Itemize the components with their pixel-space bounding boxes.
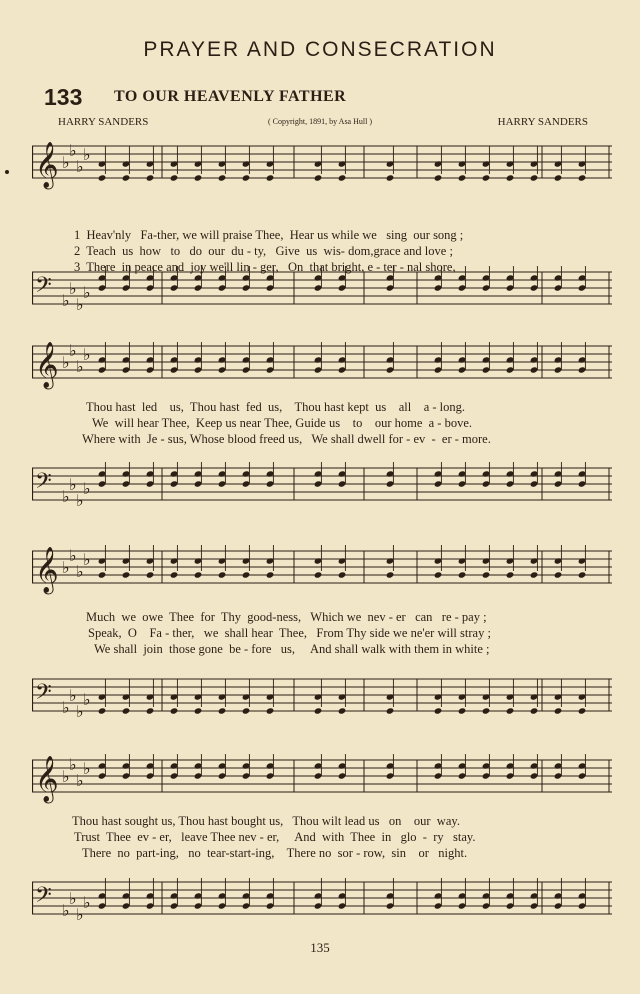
notehead <box>458 707 467 714</box>
treble-staff-graphic <box>32 545 612 605</box>
lyric-line: Trust Thee ev - er, leave Thee nev - er, And with Thee in glo - ry stay. <box>74 830 476 844</box>
lyric-line: Much we owe Thee for Thy good-ness, Which we nev - er can re - pay ; <box>86 610 487 624</box>
notehead <box>146 571 155 578</box>
notehead <box>170 174 179 181</box>
flat-icon: ♭ <box>83 690 91 709</box>
notehead <box>146 174 155 181</box>
bass-clef-icon: 𝄢 <box>35 273 52 303</box>
flat-icon: ♭ <box>76 562 84 581</box>
flat-icon: ♭ <box>83 550 91 569</box>
notehead <box>266 707 275 714</box>
notehead <box>314 707 323 714</box>
notehead <box>554 571 563 578</box>
lyric-line: Thou hast led us, Thou hast fed us, Thou hast kept us all a - long. <box>86 400 466 414</box>
notehead <box>434 174 443 181</box>
notehead <box>386 571 395 578</box>
treble-staff-graphic <box>32 754 612 814</box>
treble-staff-graphic <box>32 340 612 400</box>
notehead <box>530 174 539 181</box>
flat-icon: ♭ <box>62 153 70 172</box>
treble-staff <box>32 340 612 388</box>
notehead <box>242 707 251 714</box>
margin-mark <box>5 170 9 174</box>
treble-staff <box>32 754 612 802</box>
lyric-line: We shall join those gone be - fore us, And shall walk with them in white ; <box>94 642 490 656</box>
notehead <box>578 707 587 714</box>
treble-clef-icon: 𝄞 <box>35 756 59 802</box>
notehead <box>266 571 275 578</box>
treble-staff <box>32 140 612 188</box>
notehead <box>434 707 443 714</box>
notehead <box>170 707 179 714</box>
flat-icon: ♭ <box>62 487 70 506</box>
flat-icon: ♭ <box>62 353 70 372</box>
flat-icon: ♭ <box>76 905 84 924</box>
flat-icon: ♭ <box>83 283 91 302</box>
notehead <box>506 707 515 714</box>
flat-icon: ♭ <box>76 157 84 176</box>
notehead <box>170 571 179 578</box>
notehead <box>386 174 395 181</box>
notehead <box>554 707 563 714</box>
lyric-line: 2 Teach us how to do our du - ty, Give us wis- dom,grace and love ; <box>74 244 453 258</box>
notehead <box>578 571 587 578</box>
bass-staff <box>32 266 612 314</box>
notehead <box>122 571 131 578</box>
notehead <box>458 174 467 181</box>
notehead <box>146 707 155 714</box>
bass-clef-icon: 𝄢 <box>35 469 52 499</box>
flat-icon: ♭ <box>69 889 77 908</box>
lyric-line: 1 Heav'nly Fa-ther, we will praise Thee, Hear us while we sing our song ; <box>74 228 464 242</box>
flat-icon: ♭ <box>69 341 77 360</box>
notehead <box>122 707 131 714</box>
notehead <box>530 571 539 578</box>
notehead <box>530 707 539 714</box>
flat-icon: ♭ <box>62 901 70 920</box>
notehead <box>554 174 563 181</box>
flat-icon: ♭ <box>83 759 91 778</box>
copyright-notice: ( Copyright, 1891, by Asa Hull ) <box>268 117 372 126</box>
notehead <box>506 571 515 578</box>
notehead <box>338 571 347 578</box>
lyric-line: 3 There in peace and joy we'll lin - ger, On that bright, e - ter - nal shore, <box>74 260 456 274</box>
lyric-line: There no part-ing, no tear-start-ing, There no sor - row, sin or night. <box>82 846 468 860</box>
flat-icon: ♭ <box>69 686 77 705</box>
notehead <box>482 707 491 714</box>
bass-staff-graphic <box>32 462 612 522</box>
treble-clef-icon: 𝄞 <box>35 342 59 388</box>
notehead <box>338 707 347 714</box>
flat-icon: ♭ <box>76 702 84 721</box>
flat-icon: ♭ <box>69 141 77 160</box>
hymn-title: TO OUR HEAVENLY FATHER <box>114 88 347 105</box>
notehead <box>218 174 227 181</box>
treble-clef-icon: 𝄞 <box>35 547 59 593</box>
bass-staff-graphic <box>32 876 612 936</box>
notehead <box>314 571 323 578</box>
author-credit: HARRY SANDERS <box>497 116 588 128</box>
flat-icon: ♭ <box>83 345 91 364</box>
section-title: PRAYER AND CONSECRATION <box>143 38 497 61</box>
bass-clef-icon: 𝄢 <box>35 883 52 913</box>
composer-credit: HARRY SANDERS <box>58 116 149 128</box>
treble-staff-graphic <box>32 140 612 200</box>
treble-clef-icon: 𝄞 <box>35 142 59 188</box>
notehead <box>482 571 491 578</box>
flat-icon: ♭ <box>62 767 70 786</box>
notehead <box>458 571 467 578</box>
notehead <box>98 571 107 578</box>
notehead <box>578 174 587 181</box>
bass-staff <box>32 673 612 721</box>
flat-icon: ♭ <box>69 755 77 774</box>
notehead <box>386 707 395 714</box>
notehead <box>98 707 107 714</box>
flat-icon: ♭ <box>62 558 70 577</box>
flat-icon: ♭ <box>76 295 84 314</box>
bass-staff <box>32 462 612 510</box>
bass-staff-graphic <box>32 673 612 733</box>
flat-icon: ♭ <box>69 546 77 565</box>
flat-icon: ♭ <box>62 698 70 717</box>
notehead <box>434 571 443 578</box>
lyric-line: Where with Je - sus, Whose blood freed us, We shall dwell for - ev - er - more. <box>82 432 491 446</box>
lyric-line: Speak, O Fa - ther, we shall hear Thee, From Thy side we ne'er will stray ; <box>88 626 491 640</box>
notehead <box>242 174 251 181</box>
flat-icon: ♭ <box>69 279 77 298</box>
notehead <box>194 571 203 578</box>
notehead <box>122 174 131 181</box>
hymn-number: 133 <box>44 84 83 110</box>
notehead <box>98 174 107 181</box>
bass-staff <box>32 876 612 924</box>
notehead <box>338 174 347 181</box>
notehead <box>314 174 323 181</box>
flat-icon: ♭ <box>76 771 84 790</box>
notehead <box>194 174 203 181</box>
lyric-line: Thou hast sought us, Thou hast bought us, Thou wilt lead us on our way. <box>72 814 460 828</box>
flat-icon: ♭ <box>76 491 84 510</box>
notehead <box>218 571 227 578</box>
notehead <box>266 174 275 181</box>
bass-staff-graphic <box>32 266 612 326</box>
notehead <box>194 707 203 714</box>
flat-icon: ♭ <box>83 893 91 912</box>
page-number: 135 <box>310 940 330 955</box>
treble-staff <box>32 545 612 593</box>
flat-icon: ♭ <box>83 145 91 164</box>
notehead <box>242 571 251 578</box>
hymn-credits <box>58 116 588 130</box>
lyric-line: We will hear Thee, Keep us near Thee, Guide us to our home a - bove. <box>92 416 473 430</box>
notehead <box>218 707 227 714</box>
flat-icon: ♭ <box>69 475 77 494</box>
flat-icon: ♭ <box>83 479 91 498</box>
flat-icon: ♭ <box>76 357 84 376</box>
bass-clef-icon: 𝄢 <box>35 680 52 710</box>
notehead <box>482 174 491 181</box>
flat-icon: ♭ <box>62 291 70 310</box>
notehead <box>506 174 515 181</box>
